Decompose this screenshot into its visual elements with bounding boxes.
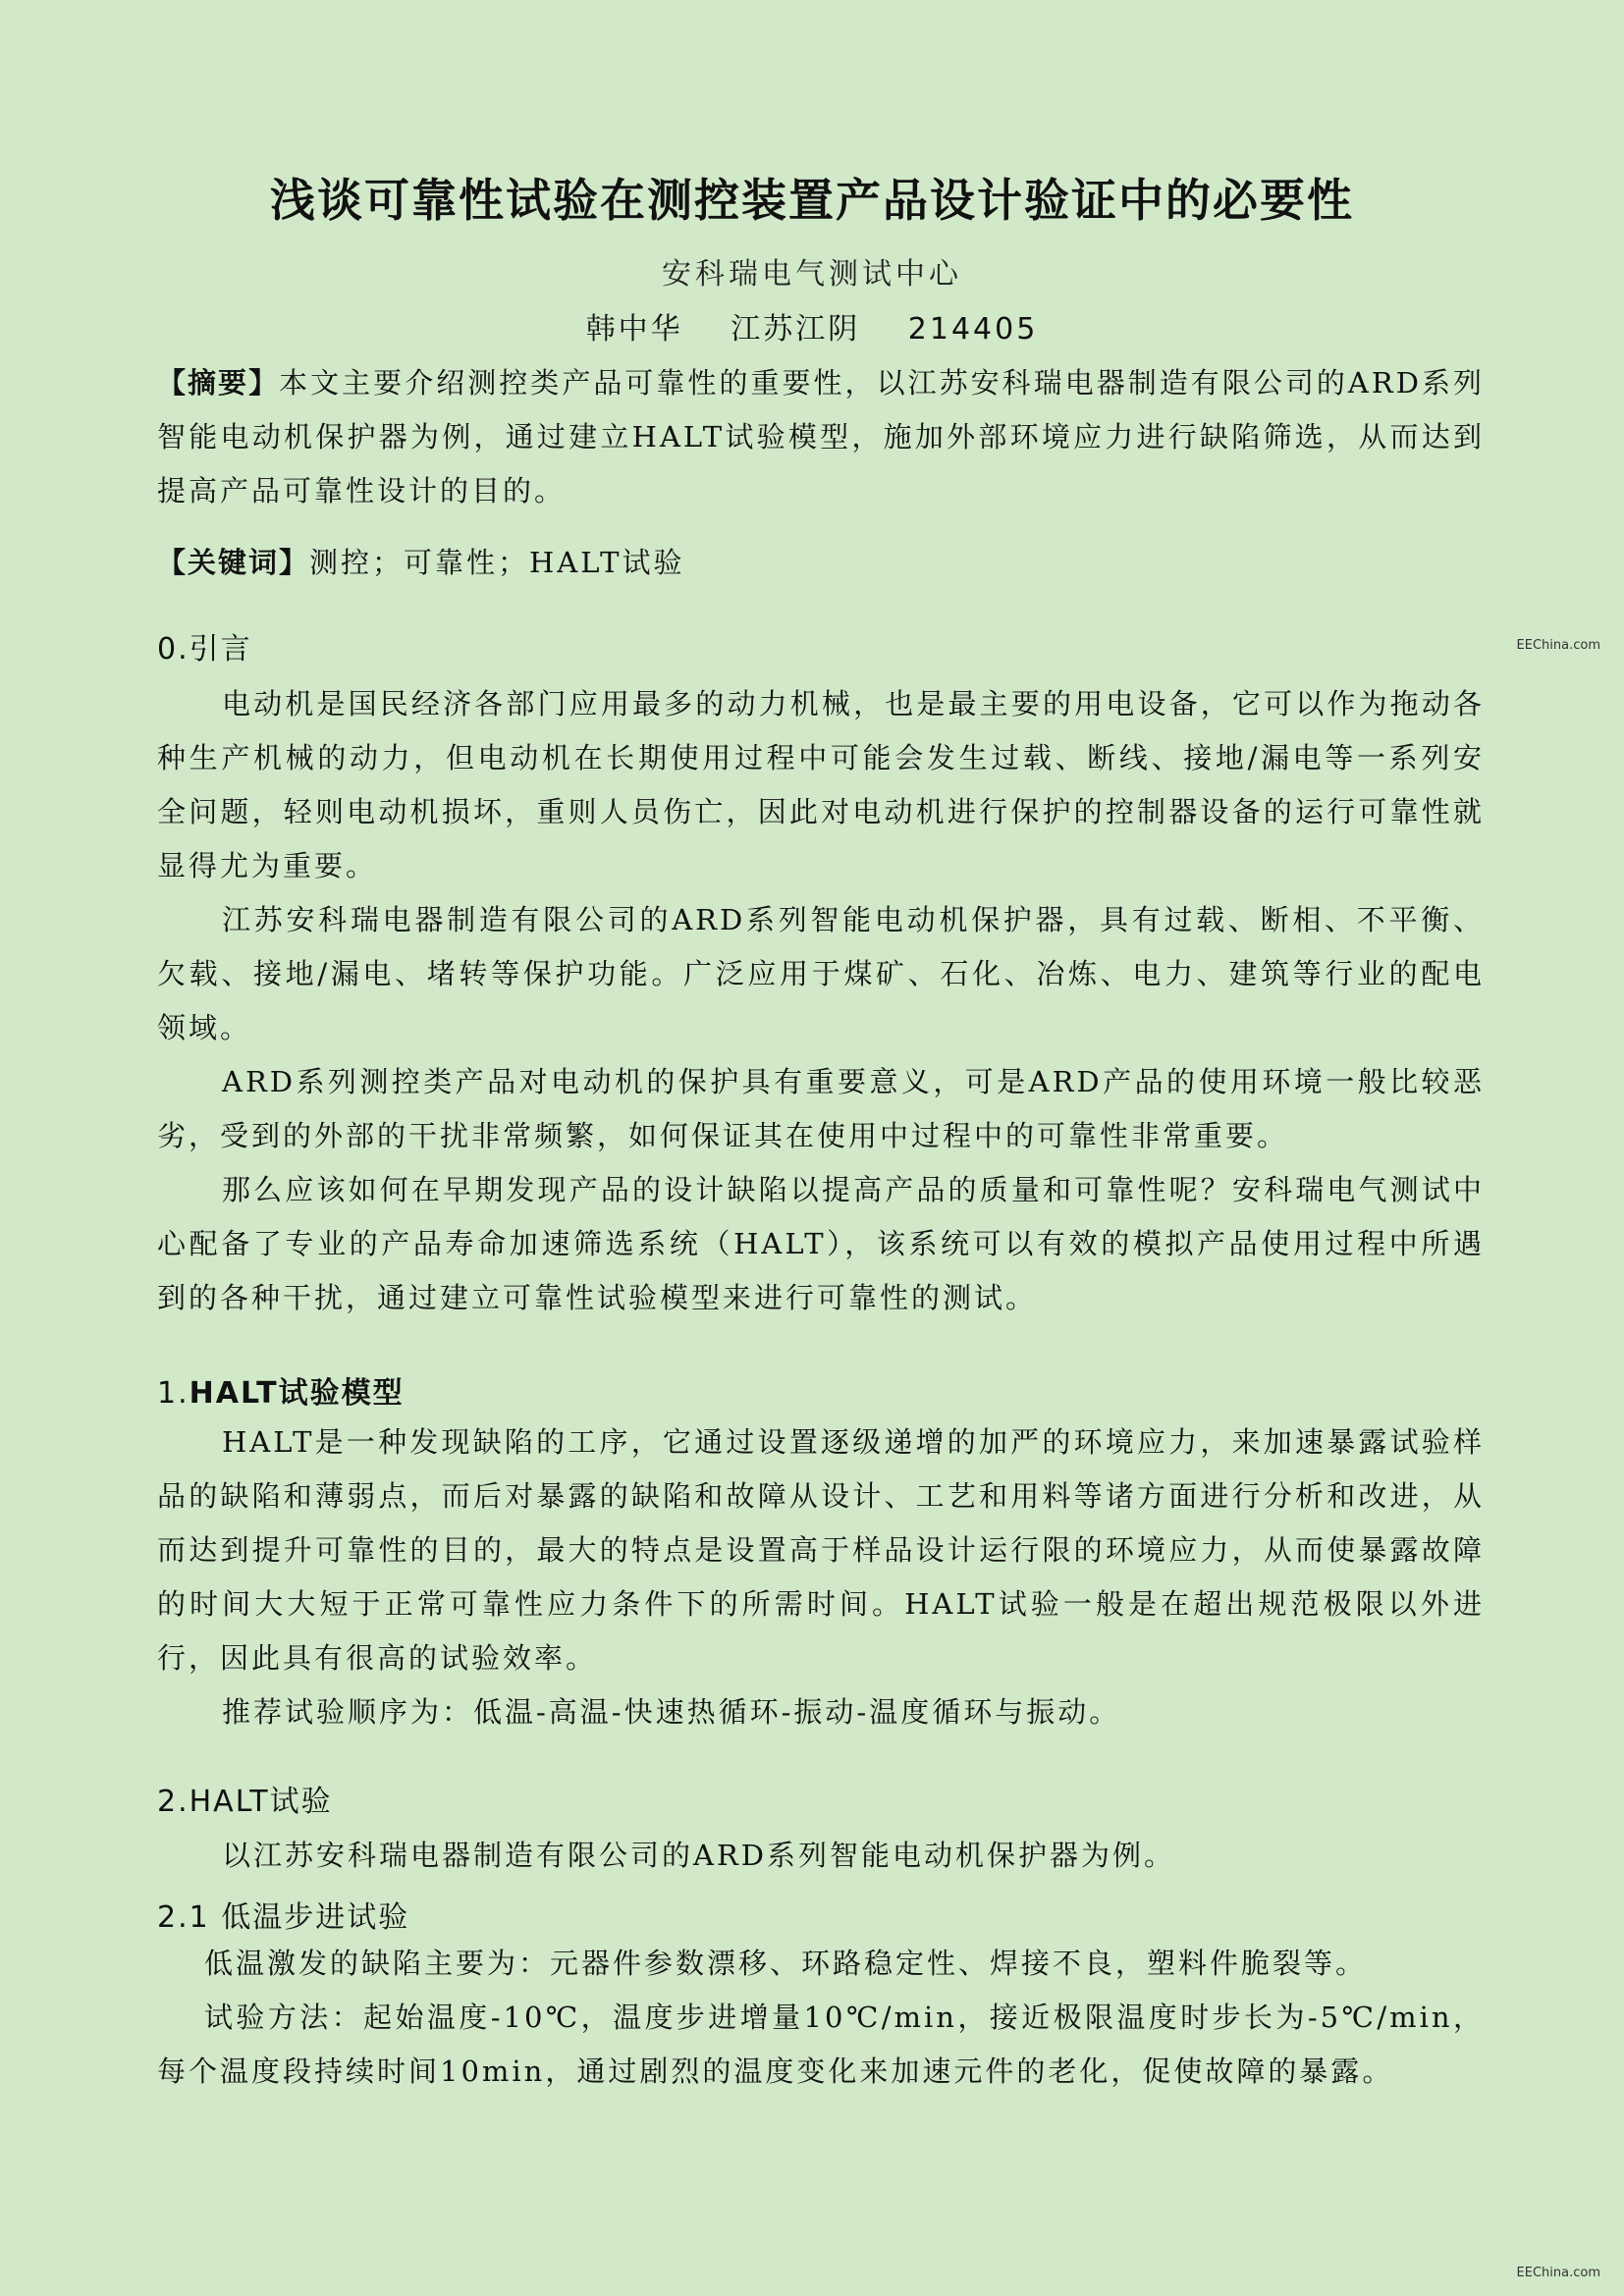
section-0-heading: 0.引言 [157, 632, 252, 667]
section-0-paragraph-1: 电动机是国民经济各部门应用最多的动力机械，也是最主要的用电设备，它可以作为拖动各种生产机械的动力，但电动机在长期使用过程中可能会发生过载、断线、接地/漏电等一系列安全问题，轻则电动机损坏，重则人员伤亡，因此对电动机进行保护的控制器设备的运行可靠性就显得尤为重要。 [157, 687, 1485, 882]
document-subtitle: 安科瑞电气测试中心 [662, 257, 962, 292]
section-0-paragraph-4: 那么应该如何在早期发现产品的设计缺陷以提高产品的质量和可靠性呢？安科瑞电气测试中心配备了专业的产品寿命加速筛选系统（HALT），该系统可以有效的模拟产品使用过程中所遇到的各种干扰，通过建立可靠性试验模型来进行可靠性的测试。 [157, 1173, 1485, 1314]
author-place: 江苏江阴 [731, 312, 861, 347]
author-line [0, 304, 1624, 347]
abstract-label: 【摘要】 [157, 366, 280, 400]
keywords-paragraph [157, 536, 1485, 590]
section-1-paragraph-1: HALT是一种发现缺陷的工序，它通过设置逐级递增的加严的环境应力，来加速暴露试验样品的缺陷和薄弱点，而后对暴露的缺陷和故障从设计、工艺和用料等诸方面进行分析和改进，从而达到提升可靠性的目的，最大的特点是设置高于样品设计运行限的环境应力，从而使暴露故障的时间大大短于正常可靠性应力条件下的所需时间。HALT试验一般是在超出规范极限以外进行，因此具有很高的试验效率。 [157, 1425, 1485, 1675]
section-1-number: 1. [157, 1376, 189, 1411]
section-1-paragraph-2: 推荐试验顺序为：低温-高温-快速热循环-振动-温度循环与振动。 [222, 1695, 1121, 1729]
watermark-text: EEChina.com [1516, 638, 1600, 653]
keywords-label: 【关键词】 [157, 546, 310, 579]
abstract-text: 本文主要介绍测控类产品可靠性的重要性，以江苏安科瑞电器制造有限公司的ARD系列智能电动机保护器为例，通过建立HALT试验模型，施加外部环境应力进行缺陷筛选，从而达到提高产品可靠性设计的目的。 [157, 366, 1485, 507]
section-2-1-paragraph-2: 试验方法：起始温度-10℃，温度步进增量10℃/min，接近极限温度时步长为-5℃/min，每个温度段持续时间10min，通过剧烈的温度变化来加速元件的老化，促使故障的暴露。 [157, 2001, 1485, 2088]
section-2-1-paragraph-1: 低温激发的缺陷主要为：元器件参数漂移、环路稳定性、焊接不良，塑料件脆裂等。 [204, 1947, 1368, 1980]
section-2-heading: 2.HALT试验 [157, 1785, 333, 1819]
section-0-paragraph-2: 江苏安科瑞电器制造有限公司的ARD系列智能电动机保护器，具有过载、断相、不平衡、欠载、接地/漏电、堵转等保护功能。广泛应用于煤矿、石化、冶炼、电力、建筑等行业的配电领域。 [157, 903, 1485, 1044]
section-1-title: HALT试验模型 [189, 1376, 405, 1411]
watermark-text-bottom: EEChina.com [1516, 2266, 1600, 2280]
section-2-intro: 以江苏安科瑞电器制造有限公司的ARD系列智能电动机保护器为例。 [222, 1839, 1176, 1872]
author-postcode: 214405 [907, 312, 1039, 347]
section-1-heading [157, 1368, 405, 1412]
section-0-paragraph-3: ARD系列测控类产品对电动机的保护具有重要意义，可是ARD产品的使用环境一般比较恶劣，受到的外部的干扰非常频繁，如何保证其在使用中过程中的可靠性非常重要。 [157, 1065, 1485, 1152]
keywords-text: 测控；可靠性；HALT试验 [309, 546, 685, 579]
abstract-paragraph [157, 356, 1485, 518]
author-name: 韩中华 [585, 312, 683, 347]
document-title: 浅谈可靠性试验在测控装置产品设计验证中的必要性 [270, 174, 1354, 227]
section-2-1-heading: 2.1 低温步进试验 [157, 1900, 410, 1935]
